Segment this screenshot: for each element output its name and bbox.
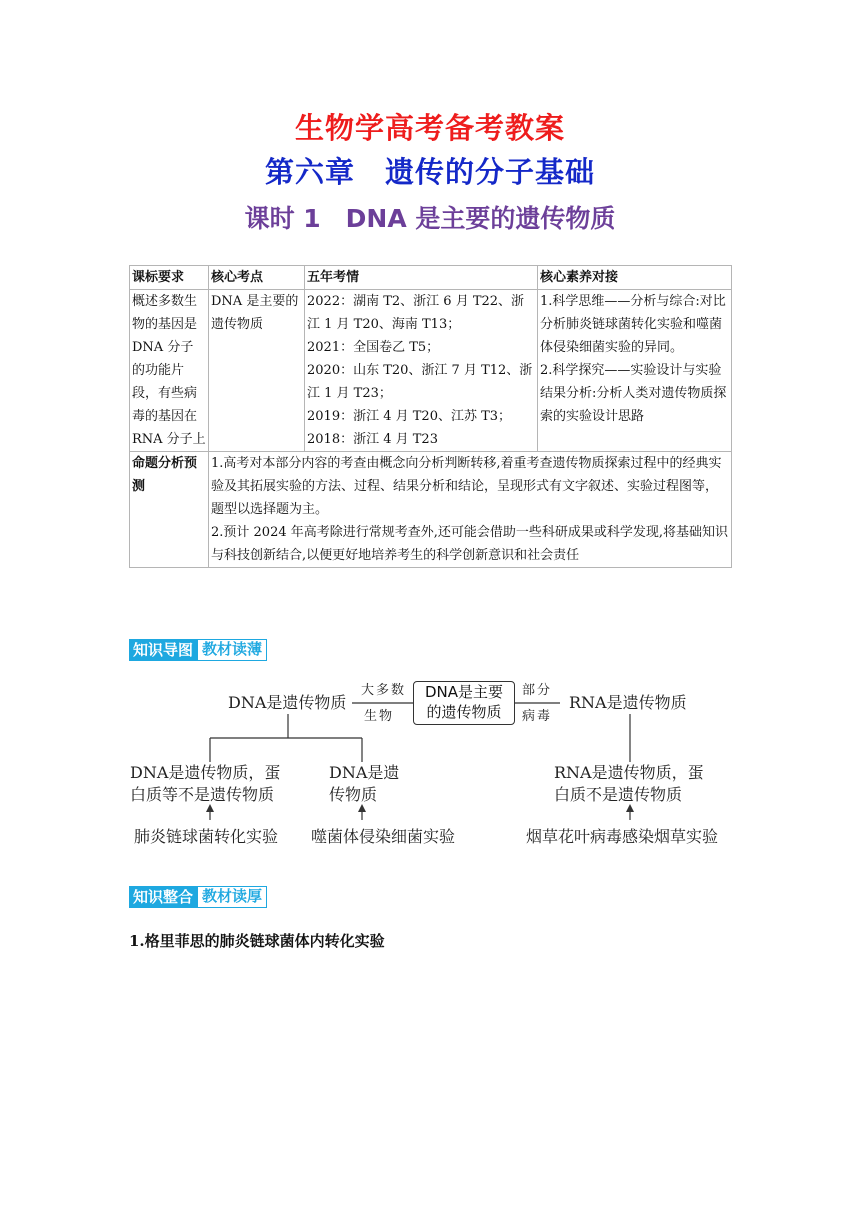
header-requirement: 课标要求 [130, 266, 209, 290]
tag-right: 教材读厚 [197, 886, 267, 908]
cell-key-point: DNA 是主要的遗传物质 [209, 290, 305, 452]
branch-2 [329, 762, 399, 806]
tag-left: 知识导图 [129, 639, 197, 661]
branch-3-line: 白质不是遗传物质 [554, 785, 683, 804]
exam-line: 2020：山东 T20、浙江 7 月 T12、浙江 1 月 T23； [307, 363, 533, 401]
curriculum-table [129, 265, 732, 568]
tag-left: 知识整合 [129, 886, 197, 908]
mindmap-right-node: RNA是遗传物质 [569, 693, 687, 712]
exam-line: 2022：湖南 T2、浙江 6 月 T22、浙江 1 月 T20、海南 T13； [307, 294, 525, 332]
edge-label-majority: 大多数 [361, 683, 407, 698]
knowledge-integration-tag [129, 886, 267, 908]
experiment-1: 肺炎链球菌转化实验 [134, 827, 279, 846]
mindmap-center-node [413, 681, 515, 725]
cell-exam-history [305, 290, 538, 452]
forecast-line: 2.预计 2024 年高考除进行常规考查外,还可能会借助一些科研成果或科学发现,将基础知识与科技创新结合,以便更好地培养考生的科学创新意识和社会责任 [211, 525, 729, 563]
branch-2-line: DNA是遗 [329, 763, 400, 782]
chapter-title: 第六章 遗传的分子基础 [264, 155, 595, 189]
edge-label-organisms: 生物 [364, 709, 395, 724]
exam-line: 2018：浙江 4 月 T23 [307, 432, 438, 447]
table-row [130, 290, 732, 452]
lesson-title: 课时 1 DNA 是主要的遗传物质 [244, 204, 616, 233]
tag-right: 教材读薄 [197, 639, 267, 661]
cell-requirement: 概述多数生物的基因是 DNA 分子的功能片段，有些病毒的基因在 RNA 分子上 [130, 290, 209, 452]
exam-line: 2021：全国卷乙 T5； [307, 340, 440, 355]
mindmap-left-node: DNA是遗传物质 [228, 693, 347, 712]
literacy-line: 2.科学探究——实验设计与实验结果分析:分析人类对遗传物质探索的实验设计思路 [540, 363, 727, 424]
center-line-1: DNA是主要 [424, 683, 504, 701]
main-title: 生物学高考备考教案 [294, 111, 565, 145]
edge-label-some: 部分 [522, 683, 553, 698]
forecast-line: 1.高考对本部分内容的考查由概念向分析判断转移,着重考查遗传物质探索过程中的经典实验及其拓展实验的方法、过程、结果分析和结论，呈现形式有文字叙述、实验过程图等，题型以选择题为主。 [211, 456, 722, 517]
header-literacy: 核心素养对接 [538, 266, 732, 290]
branch-3 [554, 762, 704, 806]
cell-forecast [209, 452, 732, 568]
branch-1 [130, 762, 280, 806]
header-key-point: 核心考点 [209, 266, 305, 290]
literacy-line: 1.科学思维——分析与综合:对比分析肺炎链球菌转化实验和噬菌体侵染细菌实验的异同。 [540, 294, 726, 355]
branch-3-line: RNA是遗传物质，蛋 [554, 763, 704, 782]
center-line-2: 的遗传物质 [426, 703, 502, 721]
branch-1-line: DNA是遗传物质，蛋 [130, 763, 281, 782]
experiment-2: 噬菌体侵染细菌实验 [311, 827, 456, 846]
branch-2-line: 传物质 [329, 785, 378, 804]
edge-label-virus: 病毒 [522, 709, 553, 724]
table-header-row [130, 266, 732, 290]
experiment-3: 烟草花叶病毒感染烟草实验 [526, 827, 719, 846]
header-exam-history: 五年考情 [305, 266, 538, 290]
cell-literacy [538, 290, 732, 452]
knowledge-map-tag [129, 639, 267, 661]
branch-1-line: 白质等不是遗传物质 [130, 785, 275, 804]
section-heading: 1.格里菲思的肺炎链球菌体内转化实验 [129, 932, 385, 950]
cell-forecast-label: 命题分析预测 [130, 452, 209, 568]
table-row [130, 452, 732, 568]
exam-line: 2019：浙江 4 月 T20、江苏 T3； [307, 409, 512, 424]
